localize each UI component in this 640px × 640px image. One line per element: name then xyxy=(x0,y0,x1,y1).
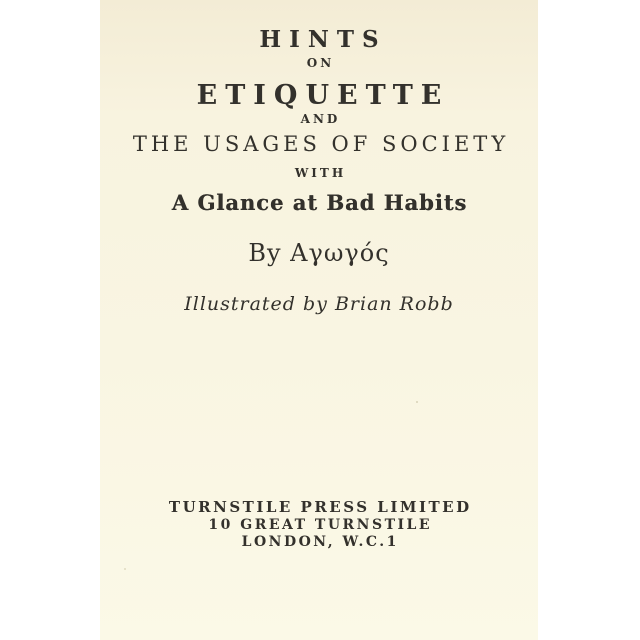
author-byline: By Αγωγός xyxy=(248,239,390,267)
title-line-usages-of-society: THE USAGES OF SOCIETY xyxy=(132,132,510,156)
subtitle-blackletter: A Glance at Bad Habits xyxy=(171,190,468,215)
title-line-and: AND xyxy=(300,112,341,126)
imprint-street-address: 10 GREAT TURNSTILE xyxy=(208,517,433,533)
title-line-on: ON xyxy=(306,56,335,70)
illustrator-credit: Illustrated by Brian Robb xyxy=(184,293,454,315)
title-line-etiquette: ETIQUETTE xyxy=(196,80,450,111)
imprint-publisher-name: TURNSTILE PRESS LIMITED xyxy=(168,498,472,516)
imprint-city-line: LONDON, W.C.1 xyxy=(241,534,399,550)
paper-speck xyxy=(416,401,418,403)
paper-speck xyxy=(124,568,126,570)
title-line-with: WITH xyxy=(294,166,347,180)
title-line-hints: HINTS xyxy=(259,26,387,53)
book-title-page xyxy=(100,0,538,640)
